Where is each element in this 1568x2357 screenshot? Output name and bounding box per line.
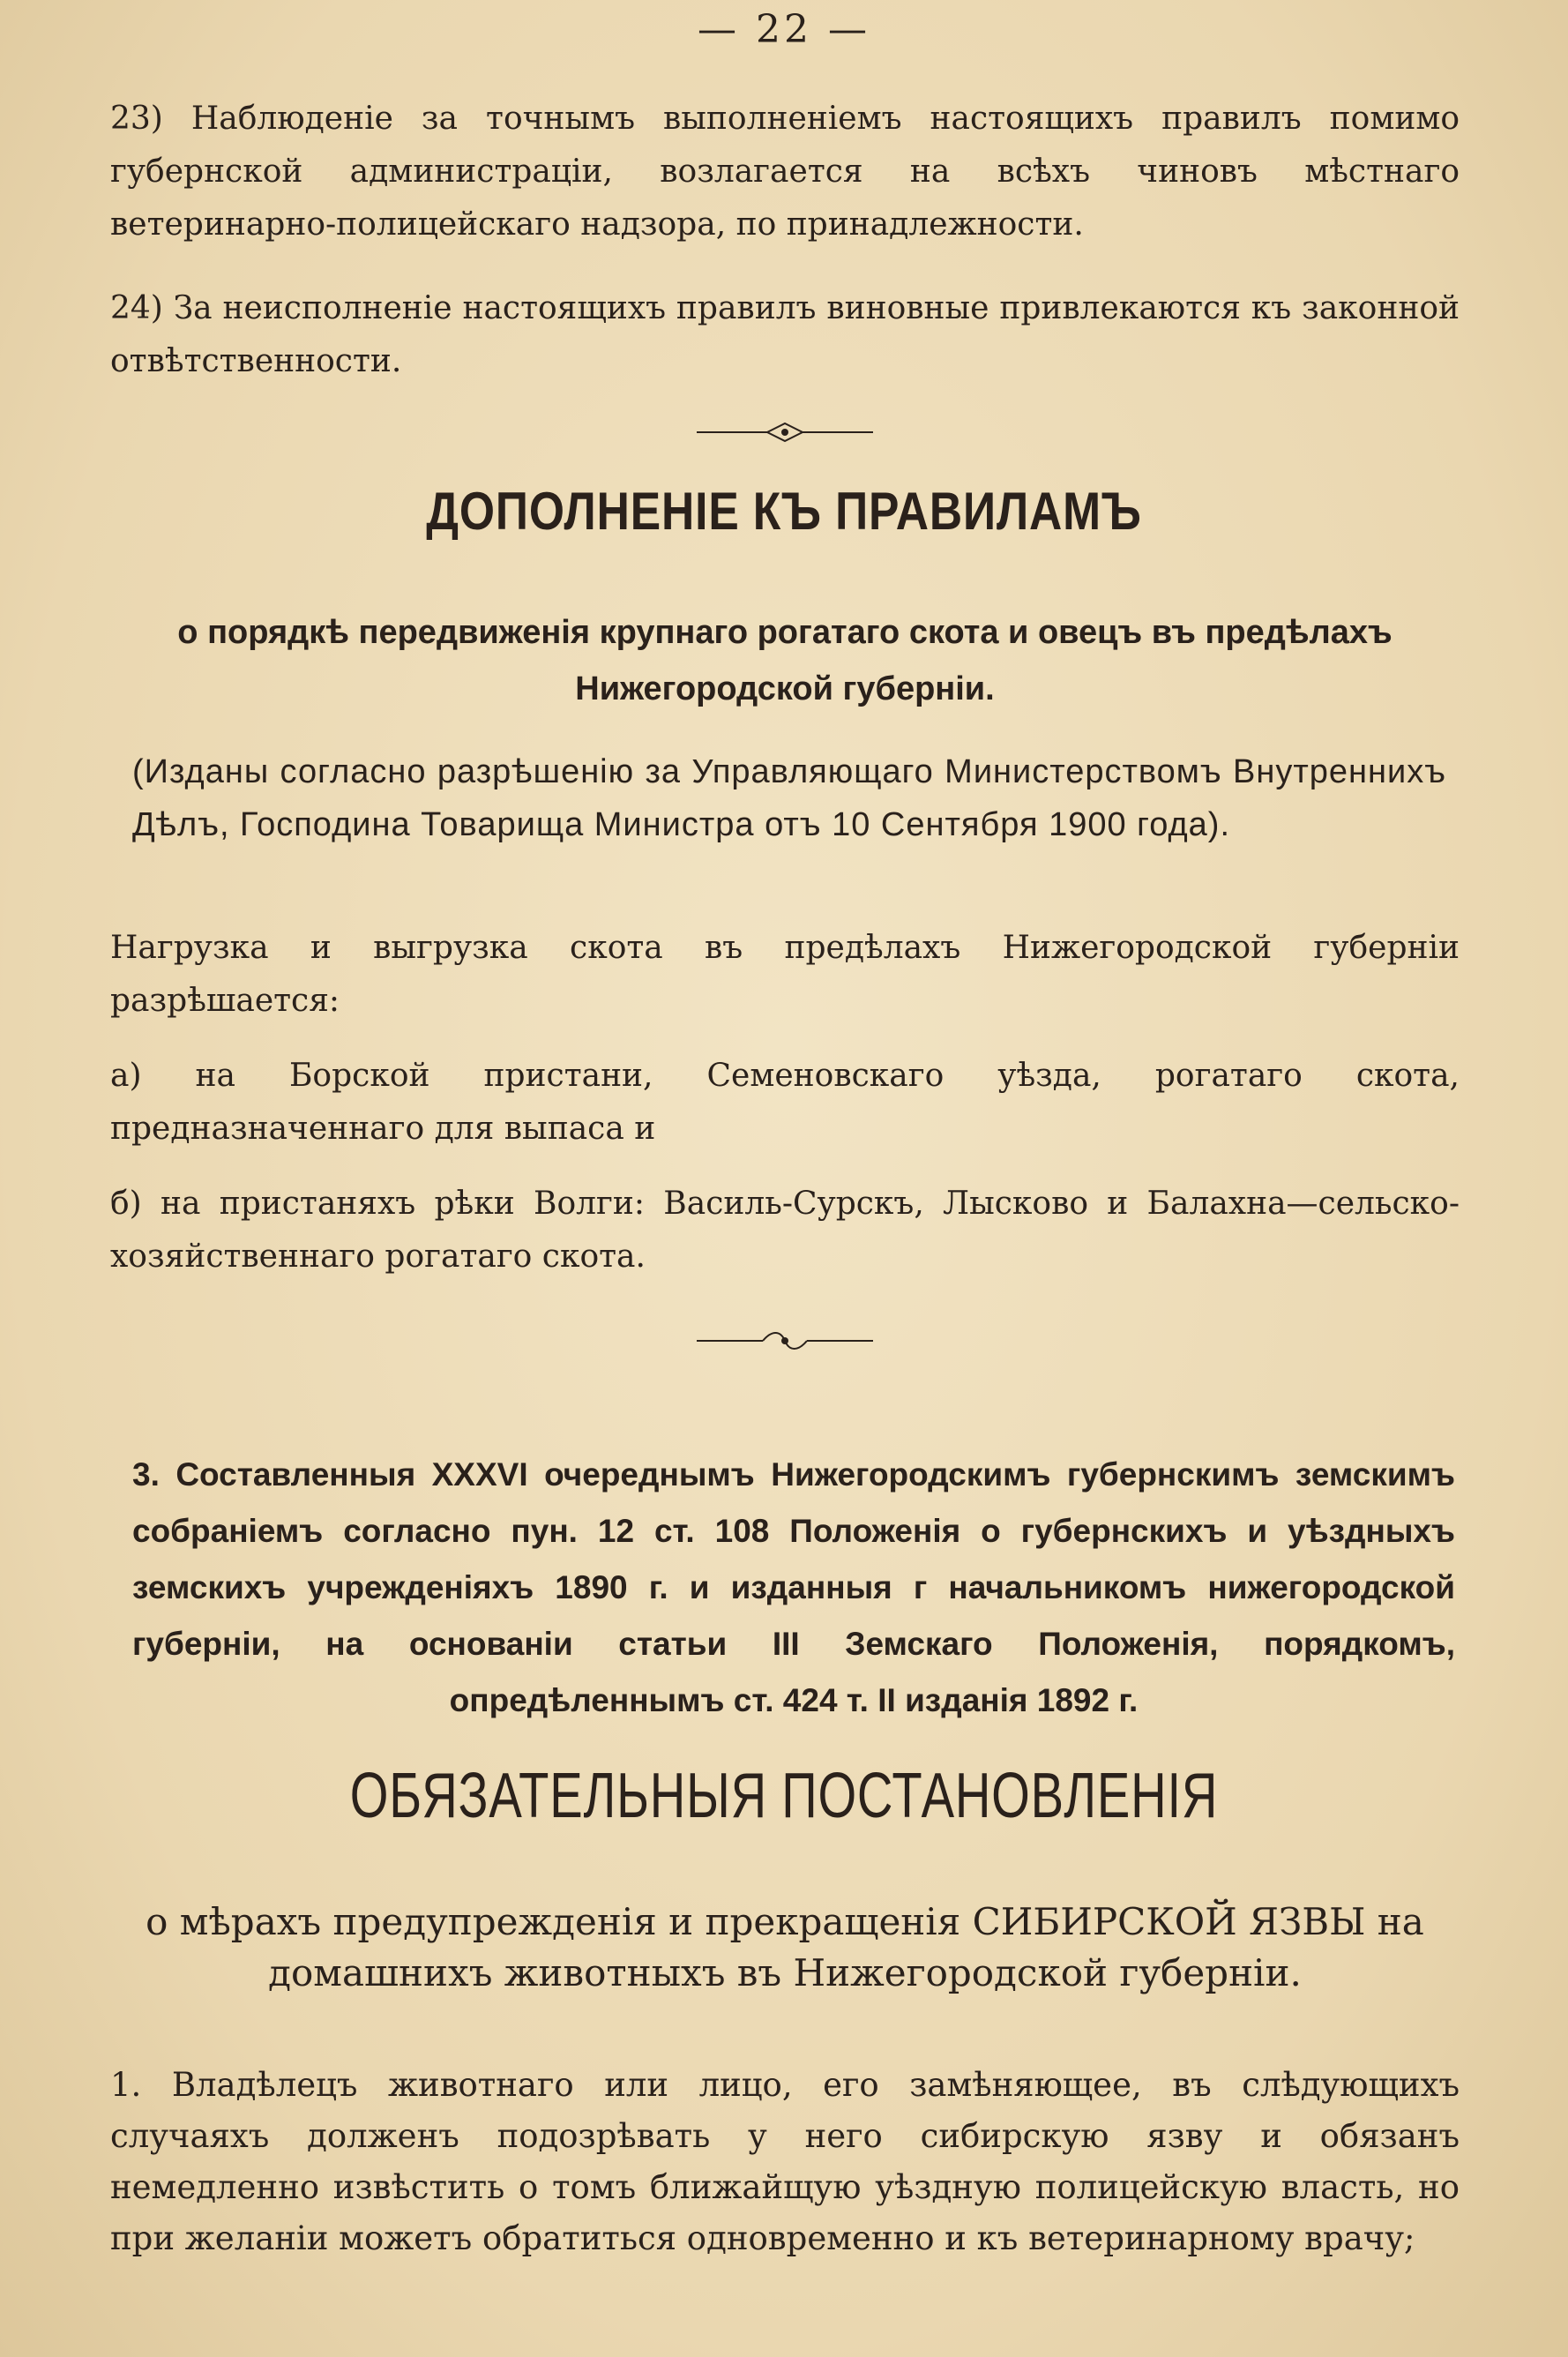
- section-3-subtitle: о мѣрахъ предупрежденія и прекращенія СИБИРСКОЙ ЯЗВЫ на домашнихъ животныхъ въ Нижегородской губерніи.: [146, 1900, 1424, 1994]
- section-3-heading: 3. Составленныя XXXVI очереднымъ Нижегородскимъ губернскимъ земскимъ собраніемъ согласно пун. 12 ст. 108 Положенія о губернскихъ и уѣздныхъ земскихъ учрежденіяхъ 1890 г. и изданныя г начальникомъ нижегородской губерніи, на основаніи статьи III Земскаго Положенія, порядкомъ, опредѣленнымъ ст. 424 т. II изданія 1892 г.: [132, 1456, 1455, 1718]
- addendum-title: ДОПОЛНЕНІЕ КЪ ПРАВИЛАМЪ: [426, 482, 1142, 541]
- addendum-subtitle: о порядкѣ передвиженія крупнаго рогатаго скота и овецъ въ предѣлахъ Нижегородской губерніи.: [177, 614, 1393, 707]
- ornament-divider-bottom: [688, 1328, 882, 1354]
- addendum-intro: Нагрузка и выгрузка скота въ предѣлахъ Нижегородской губерніи разрѣшается:: [110, 930, 1460, 1019]
- paragraph-23: 23) Наблюденіе за точнымъ выполненіемъ настоящихъ правилъ помимо губернской администраціи, возлагается на всѣхъ чиновъ мѣстнаго ветеринарно-полицейскаго надзора, по принадлежности.: [110, 101, 1460, 243]
- section-3-title: ОБЯЗАТЕЛЬНЫЯ ПОСТАНОВЛЕНІЯ: [349, 1761, 1219, 1831]
- addendum-item-b: б) на пристаняхъ рѣки Волги: Василь-Сурскъ, Лысково и Балахна—сельско-хозяйственнаго рогатаго скота.: [110, 1186, 1460, 1275]
- paragraph-24: 24) За неисполненіе настоящихъ правилъ виновные привлекаются къ законной отвѣтственности.: [110, 290, 1460, 379]
- addendum-note: (Изданы согласно разрѣшенію за Управляющаго Министерствомъ Внутреннихъ Дѣлъ, Господина Товарища Министра отъ 10 Сентября 1900 года).: [132, 753, 1446, 843]
- page-number: — 22 —: [698, 7, 870, 52]
- paragraph-1: 1. Владѣлецъ животнаго или лицо, его замѣняющее, въ слѣдующихъ случаяхъ долженъ подозрѣвать у него сибирскую язву и обязанъ немедленно извѣстить о томъ ближайщую уѣздную полицейскую власть, но при желаніи можетъ обратиться одновременно и къ ветеринарному врачу;: [110, 2066, 1460, 2257]
- ornament-divider-top: [688, 419, 882, 445]
- addendum-item-a: а) на Борской пристани, Семеновскаго уѣзда, рогатаго скота, предназначеннаго для выпаса и: [110, 1058, 1460, 1147]
